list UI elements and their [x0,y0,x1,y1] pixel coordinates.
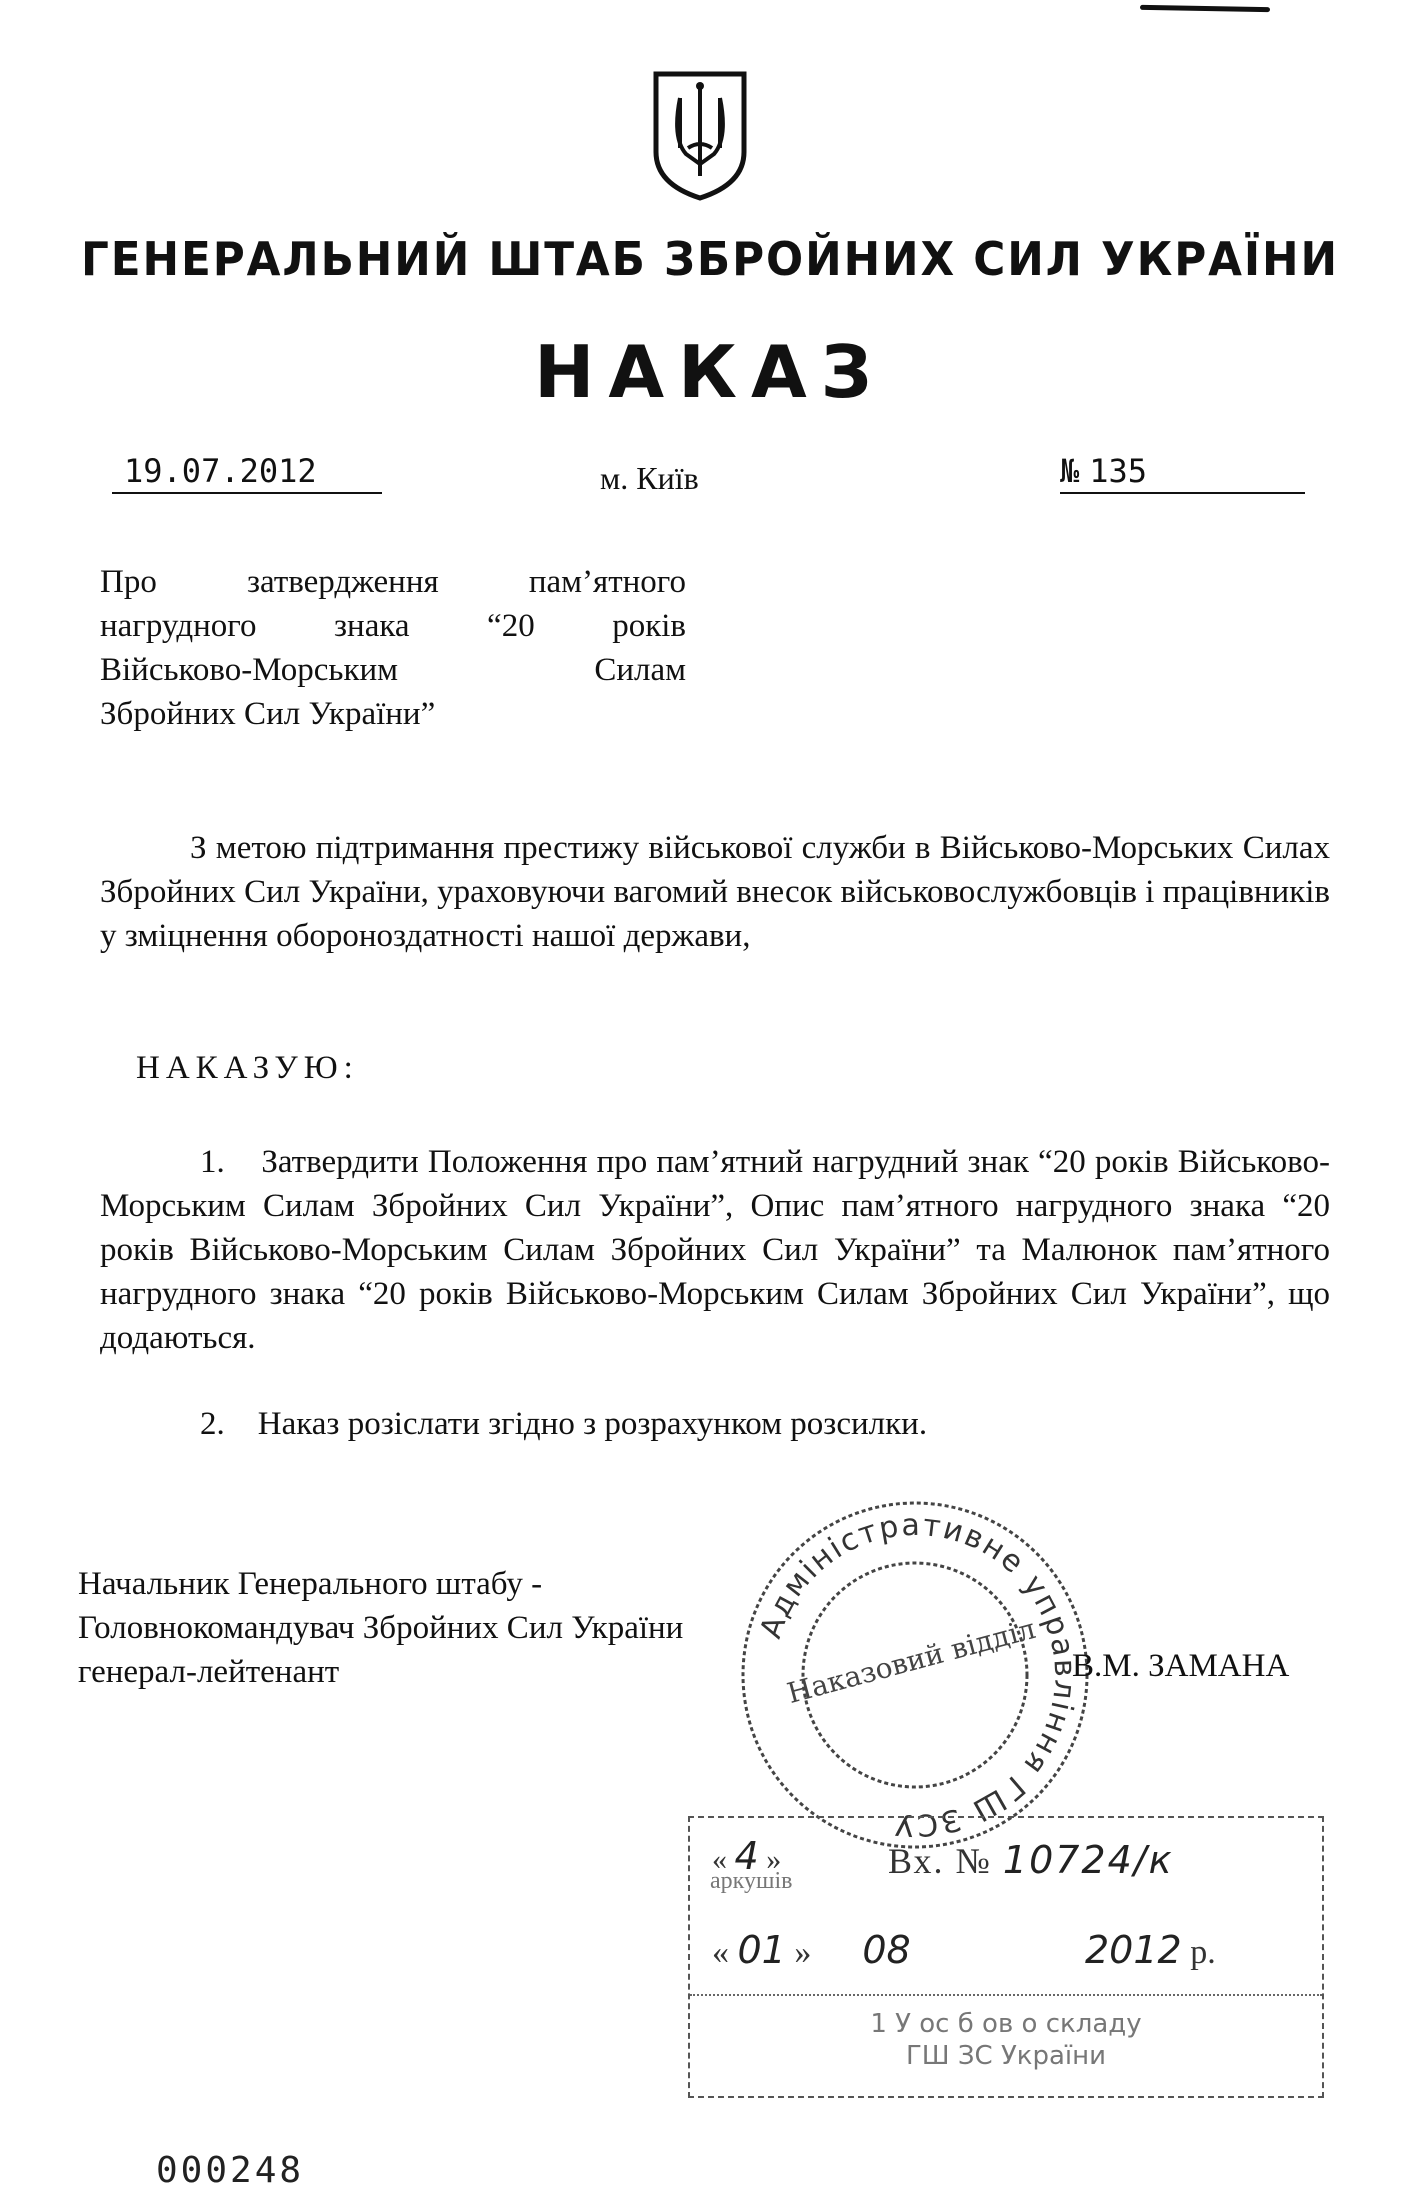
subject-line: Збройних Сил України” [100,696,436,732]
registration-stamp [688,1816,1324,2098]
top-edge-mark [1140,5,1270,12]
preamble-paragraph: З метою підтримання престижу військової служби в Військово-Морських Силах Збройних Сил України, ураховуючи вагомий внесок військовослужбовців і працівників у зміцнення обороноздатності нашої держави, [100,830,1330,954]
document-serial-code: 000248 [156,2150,305,2191]
order-word: НАКАЗУЮ: [136,1050,359,1086]
quote-close: » [766,1843,782,1876]
month-value: 08 [862,1928,911,1972]
stamp-divider [690,1994,1322,1996]
position-line: Головнокомандувач Збройних Сил України [78,1610,684,1646]
date-field [712,1928,911,1972]
order-item-2 [100,1402,1330,1446]
order-subject [100,560,686,736]
document-city: м. Київ [600,460,699,496]
round-seal [735,1495,1095,1855]
sheets-label: аркушів [710,1868,793,1894]
incoming-label: Вх. № [888,1841,992,1881]
stamp-footer-line: 1 У ос б ов о складу [870,2009,1142,2039]
day-value: 01 [737,1928,786,1972]
year-value: 2012 [1085,1928,1182,1972]
organization-name: ГЕНЕРАЛЬНИЙ ШТАБ ЗБРОЙНИХ СИЛ УКРАЇНИ [81,232,1339,286]
signatory-position [78,1562,683,1694]
position-line: Начальник Генерального штабу - [78,1566,543,1602]
position-line: генерал-лейтенант [78,1654,340,1690]
number-value: 135 [1089,452,1148,490]
item-text: Наказ розіслати згідно з розрахунком розсилки. [257,1406,928,1442]
stamp-footer-line: ГШ ЗС України [905,2041,1107,2071]
signatory-name: В.М. ЗАМАНА [1072,1648,1290,1684]
stamp-footer [690,2008,1322,2072]
document-title: НАКАЗ [534,330,886,414]
incoming-number: 10724/к [1002,1838,1174,1882]
seal-ring-text: Адміністративне управління ГШ ЗСУ [753,1507,1083,1843]
quote-open: « [712,1843,727,1876]
document-number [1060,452,1305,494]
item-number: 1. [200,1144,225,1180]
sheets-value: 4 [734,1834,759,1878]
subject-line: Військово-Морським Силам [100,652,686,688]
quote-close: » [794,1934,812,1971]
document-date: 19.07.2012 [112,452,382,494]
coat-of-arms-icon [650,68,750,204]
item-text: Затвердити Положення про пам’ятний нагрудний знак “20 років Військово-Морським Силам Збройних Сил України”, Опис пам’ятного нагрудного знака “20 років Військово-Морським Силам Збройних Сил України” та Малюнок пам’ятного нагрудного знака “20 років Військово-Морським Силам Збройних Сил України”, що додаються. [100,1144,1331,1356]
item-number: 2. [200,1406,225,1442]
quote-open: « [712,1934,729,1971]
number-sign: № [1060,452,1080,490]
seal-center-text: Наказовий відділ [783,1612,1039,1710]
incoming-number-field [888,1838,1174,1882]
subject-line: Про затвердження пам’ятного [100,564,686,600]
year-suffix: р. [1190,1934,1216,1971]
order-item-1 [100,1140,1330,1360]
subject-line: нагрудного знака “20 років [100,608,686,644]
year-field [1085,1928,1216,1972]
